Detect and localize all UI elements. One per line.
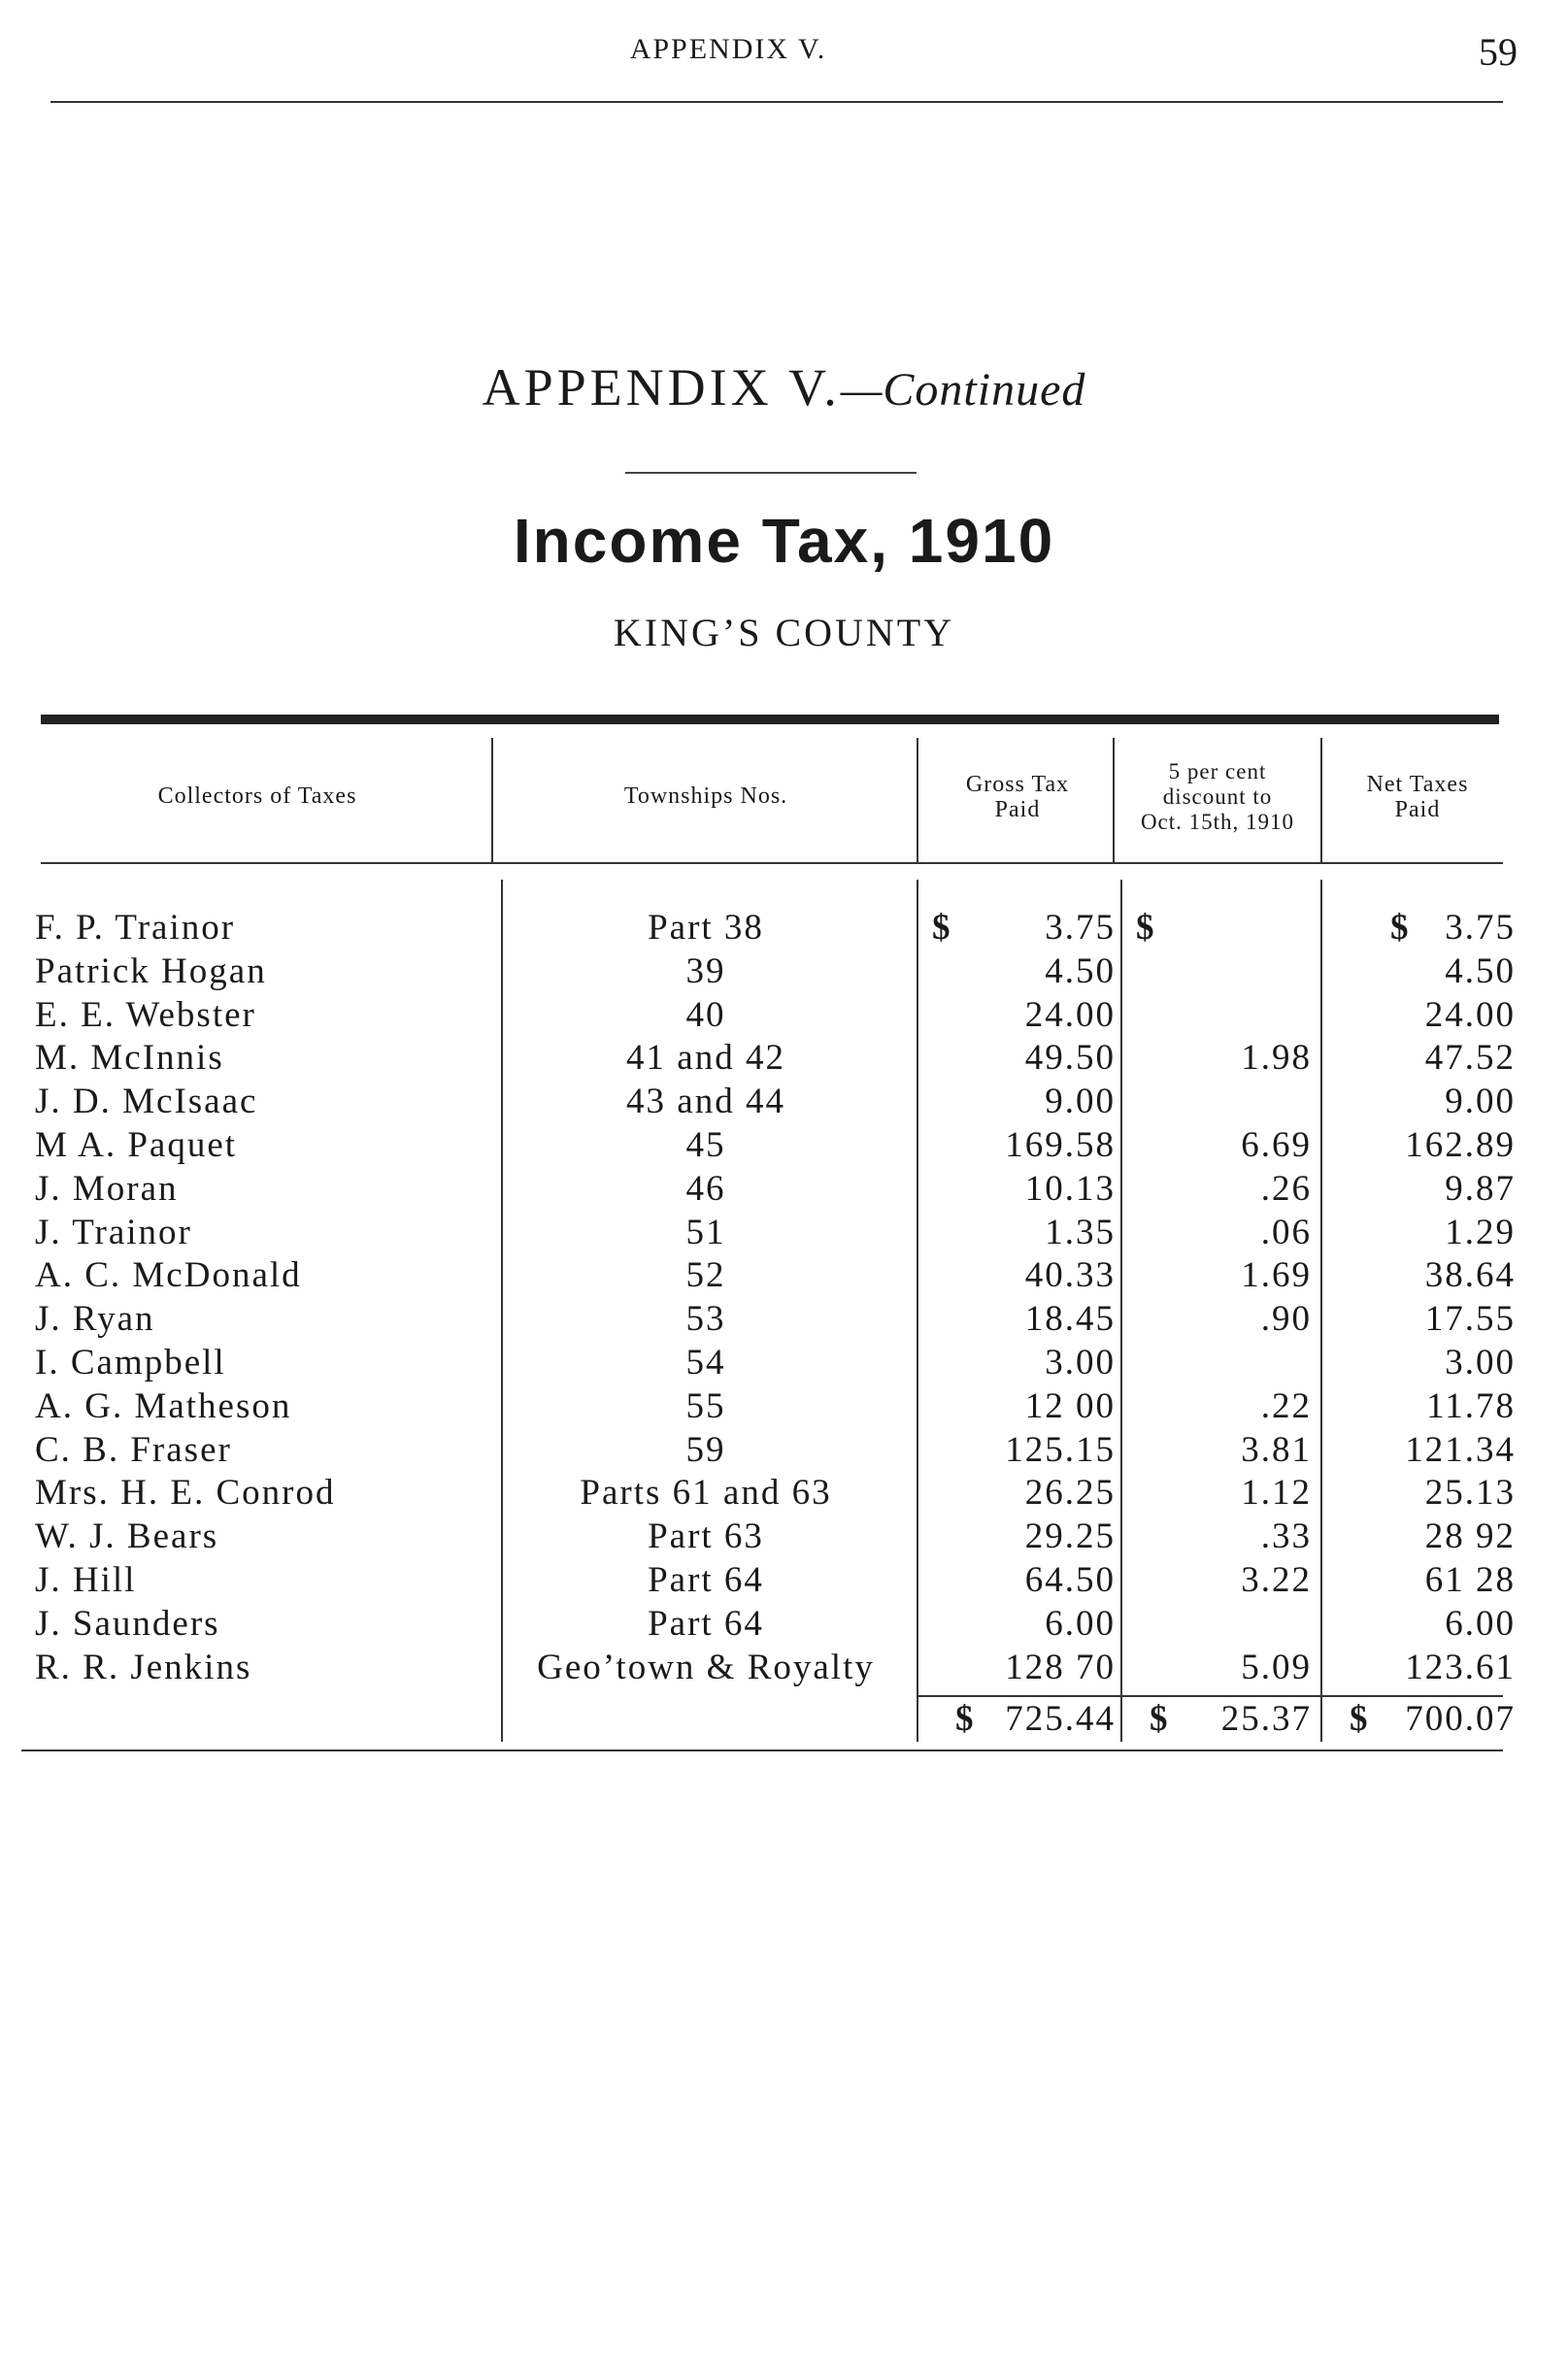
discount-amount: 1.69 — [1241, 1255, 1312, 1296]
table-row — [0, 1254, 1568, 1298]
township-number: 52 — [685, 1255, 726, 1296]
header-bottom-rule — [41, 862, 1503, 864]
page-number: 59 — [1479, 30, 1518, 74]
page-title: Income Tax, 1910 — [513, 506, 1055, 576]
township-number: 51 — [685, 1212, 726, 1252]
collector-name: J. Hill — [35, 1559, 137, 1600]
net-taxes-paid: 3.00 — [1445, 1342, 1516, 1383]
gross-tax-paid: 26.25 — [1024, 1473, 1116, 1514]
collector-name: Mrs. H. E. Conrod — [35, 1473, 336, 1514]
totals-discount-currency: $ — [1150, 1699, 1170, 1739]
gross-tax-paid: 4.50 — [1045, 950, 1116, 991]
table-row — [0, 1516, 1568, 1559]
discount-amount: 5.09 — [1241, 1647, 1312, 1687]
appendix-label: APPENDIX V. — [482, 358, 841, 417]
appendix-heading — [0, 357, 1568, 417]
collector-name: W. J. Bears — [35, 1516, 219, 1557]
header-divider-3 — [1113, 738, 1115, 862]
table-row — [0, 1559, 1568, 1603]
table-row — [0, 994, 1568, 1038]
net-currency: $ — [1390, 908, 1411, 948]
table-row — [0, 1603, 1568, 1647]
gross-tax-paid: 40.33 — [1024, 1255, 1116, 1296]
table-row — [0, 907, 1568, 950]
gross-tax-paid: 3.00 — [1045, 1342, 1116, 1383]
collector-name: A. G. Matheson — [35, 1385, 292, 1426]
net-taxes-paid: 9.00 — [1445, 1082, 1516, 1122]
gross-tax-paid: 169.58 — [1005, 1124, 1116, 1165]
township-number: Geo’town & Royalty — [537, 1647, 875, 1687]
header-gross — [920, 772, 1115, 822]
collector-name: R. R. Jenkins — [35, 1647, 252, 1687]
collector-name: C. B. Fraser — [35, 1429, 232, 1470]
totals-gross: 725.44 — [1005, 1699, 1116, 1739]
totals-row — [0, 1697, 1568, 1742]
township-number: 55 — [685, 1385, 726, 1426]
net-taxes-paid: 17.55 — [1424, 1299, 1516, 1340]
totals-net-currency: $ — [1350, 1699, 1370, 1739]
township-number: Parts 61 and 63 — [580, 1473, 832, 1514]
net-taxes-paid: 47.52 — [1424, 1038, 1516, 1079]
header-net-line2: Paid — [1394, 797, 1441, 822]
collector-name: J. Ryan — [35, 1299, 155, 1340]
collector-name: M A. Paquet — [35, 1124, 238, 1165]
running-header-title: APPENDIX V. — [629, 33, 827, 65]
gross-tax-paid: 12 00 — [1024, 1385, 1116, 1426]
table-bottom-rule — [21, 1750, 1503, 1751]
gross-currency: $ — [932, 908, 952, 948]
table-row — [0, 1472, 1568, 1516]
appendix-continued: —Continued — [840, 364, 1086, 416]
table-row — [0, 1037, 1568, 1081]
township-number: 59 — [685, 1429, 726, 1470]
net-taxes-paid: 6.00 — [1445, 1603, 1516, 1644]
gross-tax-paid: 18.45 — [1024, 1299, 1116, 1340]
discount-amount: 3.22 — [1241, 1559, 1312, 1600]
table-row — [0, 1081, 1568, 1124]
table-row — [0, 1212, 1568, 1255]
header-net — [1322, 772, 1513, 822]
header-discount-line3: Oct. 15th, 1910 — [1140, 810, 1295, 834]
township-number: 53 — [685, 1299, 726, 1340]
discount-amount: .33 — [1260, 1516, 1312, 1557]
table-row — [0, 950, 1568, 994]
net-taxes-paid: 4.50 — [1445, 950, 1516, 991]
discount-amount: .90 — [1260, 1299, 1312, 1340]
county-subtitle: KING’S COUNTY — [613, 611, 955, 654]
table-top-rule — [41, 715, 1499, 724]
net-taxes-paid: 11.78 — [1426, 1385, 1516, 1426]
header-collectors: Collectors of Taxes — [157, 783, 357, 809]
net-taxes-paid: 121.34 — [1405, 1429, 1516, 1470]
header-divider-2 — [917, 738, 918, 862]
township-number: Part 63 — [648, 1516, 764, 1557]
header-rule — [50, 101, 1503, 103]
gross-tax-paid: 29.25 — [1024, 1516, 1116, 1557]
gross-tax-paid: 24.00 — [1024, 994, 1116, 1035]
table-row — [0, 1429, 1568, 1473]
net-taxes-paid: 61 28 — [1424, 1559, 1516, 1600]
header-net-line1: Net Taxes — [1366, 772, 1469, 797]
township-number: 43 and 44 — [626, 1082, 785, 1122]
collector-name: F. P. Trainor — [35, 908, 236, 948]
collector-name: J. Moran — [35, 1168, 179, 1209]
township-number: 45 — [685, 1124, 726, 1165]
gross-tax-paid: 10.13 — [1024, 1168, 1116, 1209]
table-row — [0, 1647, 1568, 1690]
gross-tax-paid: 64.50 — [1024, 1559, 1116, 1600]
township-number: 39 — [685, 950, 726, 991]
discount-currency: $ — [1136, 908, 1156, 948]
totals-discount: 25.37 — [1220, 1699, 1312, 1739]
collector-name: I. Campbell — [35, 1342, 226, 1383]
header-townships: Townships Nos. — [623, 783, 788, 809]
net-taxes-paid: 38.64 — [1424, 1255, 1516, 1296]
net-taxes-paid: 1.29 — [1445, 1212, 1516, 1252]
header-gross-line2: Paid — [994, 797, 1041, 822]
township-number: Part 64 — [648, 1603, 764, 1644]
header-discount — [1117, 759, 1318, 835]
gross-tax-paid: 6.00 — [1045, 1603, 1116, 1644]
collector-name: J. Saunders — [35, 1603, 220, 1644]
collector-name: J. Trainor — [35, 1212, 192, 1252]
net-taxes-paid: 28 92 — [1424, 1516, 1516, 1557]
net-taxes-paid: 24.00 — [1424, 994, 1516, 1035]
title-divider — [625, 472, 917, 474]
totals-net: 700.07 — [1405, 1699, 1516, 1739]
township-number: 46 — [685, 1168, 726, 1209]
net-taxes-paid: 123.61 — [1405, 1647, 1516, 1687]
discount-amount: .22 — [1260, 1385, 1312, 1426]
table-row — [0, 1298, 1568, 1342]
gross-tax-paid: 1.35 — [1045, 1212, 1116, 1252]
discount-amount: 1.12 — [1241, 1473, 1312, 1514]
collector-name: A. C. McDonald — [35, 1255, 302, 1296]
discount-amount: .06 — [1260, 1212, 1312, 1252]
township-number: 41 and 42 — [626, 1038, 785, 1079]
gross-tax-paid: 3.75 — [1045, 908, 1116, 948]
net-taxes-paid: 3.75 — [1445, 908, 1516, 948]
totals-gross-currency: $ — [955, 1699, 976, 1739]
table-row — [0, 1168, 1568, 1212]
collector-name: Patrick Hogan — [35, 950, 267, 991]
discount-amount: .26 — [1260, 1168, 1312, 1209]
table-row — [0, 1385, 1568, 1429]
township-number: Part 38 — [648, 908, 764, 948]
township-number: 54 — [685, 1342, 726, 1383]
township-number: Part 64 — [648, 1559, 764, 1600]
header-divider-4 — [1320, 738, 1322, 862]
discount-amount: 3.81 — [1241, 1429, 1312, 1470]
table-row — [0, 1342, 1568, 1385]
discount-amount: 1.98 — [1241, 1038, 1312, 1079]
header-gross-line1: Gross Tax — [965, 772, 1070, 797]
gross-tax-paid: 9.00 — [1045, 1082, 1116, 1122]
township-number: 40 — [685, 994, 726, 1035]
gross-tax-paid: 125.15 — [1005, 1429, 1116, 1470]
table-body — [0, 907, 1568, 1689]
header-divider-1 — [491, 738, 493, 862]
collector-name: E. E. Webster — [35, 994, 256, 1035]
net-taxes-paid: 9.87 — [1445, 1168, 1516, 1209]
discount-amount: 6.69 — [1241, 1124, 1312, 1165]
header-discount-line2: discount to — [1162, 784, 1273, 809]
gross-tax-paid: 49.50 — [1024, 1038, 1116, 1079]
table-row — [0, 1124, 1568, 1168]
net-taxes-paid: 25.13 — [1424, 1473, 1516, 1514]
collector-name: J. D. McIsaac — [35, 1082, 258, 1122]
header-discount-line1: 5 per cent — [1168, 759, 1267, 783]
gross-tax-paid: 128 70 — [1005, 1647, 1116, 1687]
collector-name: M. McInnis — [35, 1038, 224, 1079]
net-taxes-paid: 162.89 — [1405, 1124, 1516, 1165]
